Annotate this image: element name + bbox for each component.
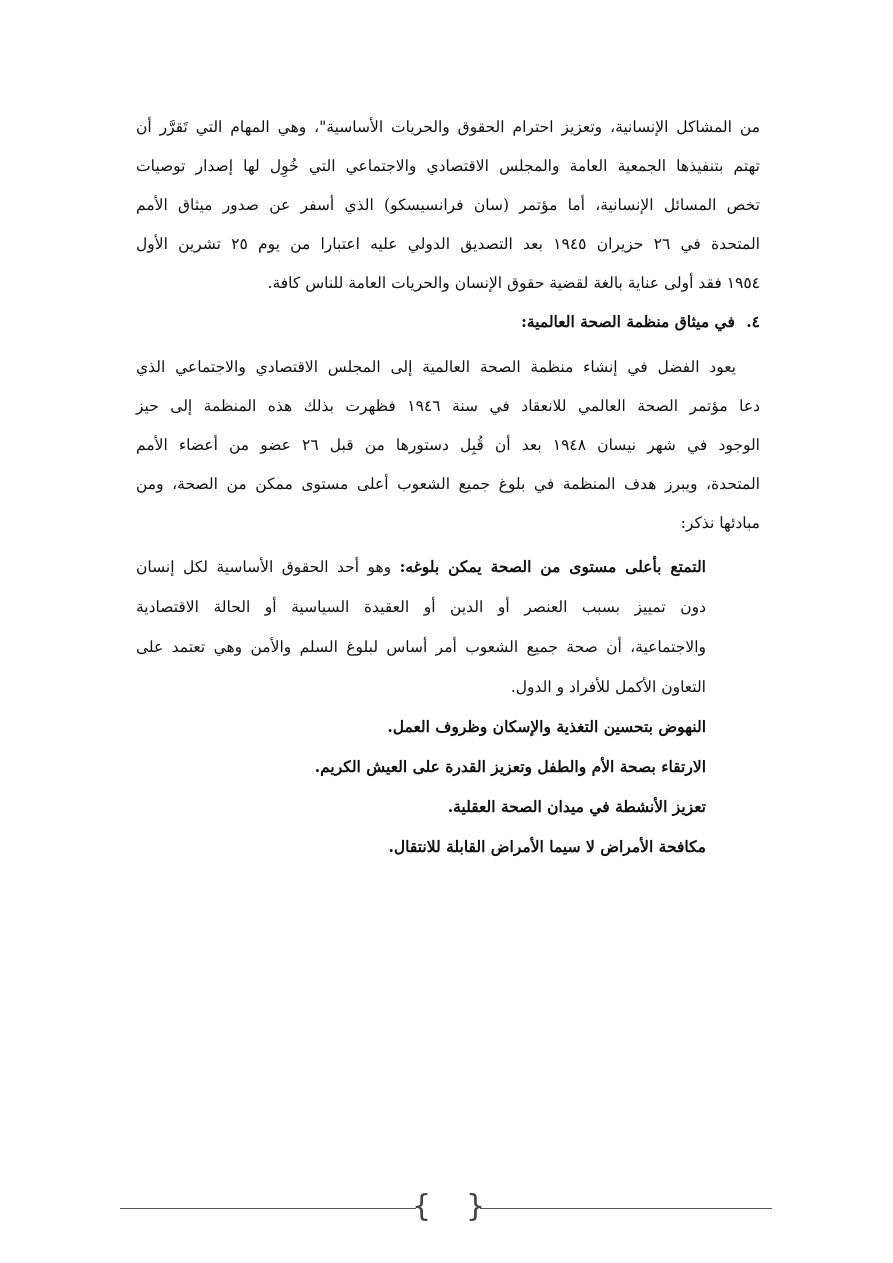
text-line: دون تمييز بسبب العنصر أو الدين أو العقيدة السياسية أو الحالة الاقتصادية [136,598,706,616]
text-line: من المشاكل الإنسانية، وتعزيز احترام الحقوق والحريات الأساسية"، وهي المهام التي تَقرَّر أن [136,118,760,136]
list-item: النهوض بتحسين التغذية والإسكان وظروف العمل. [387,717,706,736]
footer-rule-right [480,1208,772,1209]
text-line: يعود الفضل في إنشاء منظمة الصحة العالمية إلى المجلس الاقتصادي والاجتماعي الذي [136,358,736,376]
text-line: المتحدة، ويبرز هدف المنظمة في بلوغ جميع الشعوب أعلى مستوى ممكن من الصحة، ومن [136,475,760,493]
list-item: تعزيز الأنشطة في ميدان الصحة العقلية. [447,797,706,816]
list-item: الارتقاء بصحة الأم والطفل وتعزيز القدرة على العيش الكريم. [314,757,706,776]
principle-lead-rest: وهو أحد الحقوق الأساسية لكل إنسان [136,558,400,576]
section-heading [521,312,760,332]
text-line: تهتم بتنفيذها الجمعية العامة والمجلس الاقتصادي والاجتماعي التي خُوِل لها إصدار توصيات [136,157,760,175]
text-line: والاجتماعية، أن صحة جميع الشعوب أمر أساس لبلوغ السلم والأمن وهي تعتمد على [136,638,706,656]
section-title: في ميثاق منظمة الصحة العالمية: [521,312,735,331]
section-number: ٤. [746,312,760,331]
footer-brace-left: { [412,1189,432,1224]
principle-lead: التمتع بأعلى مستوى من الصحة يمكن بلوغه: [399,557,706,576]
text-line: دعا مؤتمر الصحة العالمي للانعقاد في سنة ١٩٤٦ فظهرت بذلك هذه المنظمة إلى حيز [136,397,760,415]
text-line: مبادئها نذكر: [680,514,760,532]
text-line [136,557,706,577]
text-line: الوجود في شهر نيسان ١٩٤٨ بعد أن قُبِل دستورها من قبل ٢٦ عضو من أعضاء الأمم [136,436,760,454]
text-line: تخص المسائل الإنسانية، أما مؤتمر (سان فرانسيسكو) الذي أسفر عن صدور ميثاق الأمم [136,196,760,214]
list-item: مكافحة الأمراض لا سيما الأمراض القابلة للانتقال. [388,837,706,856]
text-line: التعاون الأكمل للأفراد و الدول. [510,678,706,696]
footer-rule-left [120,1208,416,1209]
text-line: ١٩٥٤ فقد أولى عناية بالغة لقضية حقوق الإنسان والحريات العامة للناس كافة. [267,274,760,292]
text-line: المتحدة في ٢٦ حزيران ١٩٤٥ بعد التصديق الدولي عليه اعتبارا من يوم ٢٥ تشرين الأول [136,235,760,253]
footer-brace-right: } [466,1189,486,1224]
